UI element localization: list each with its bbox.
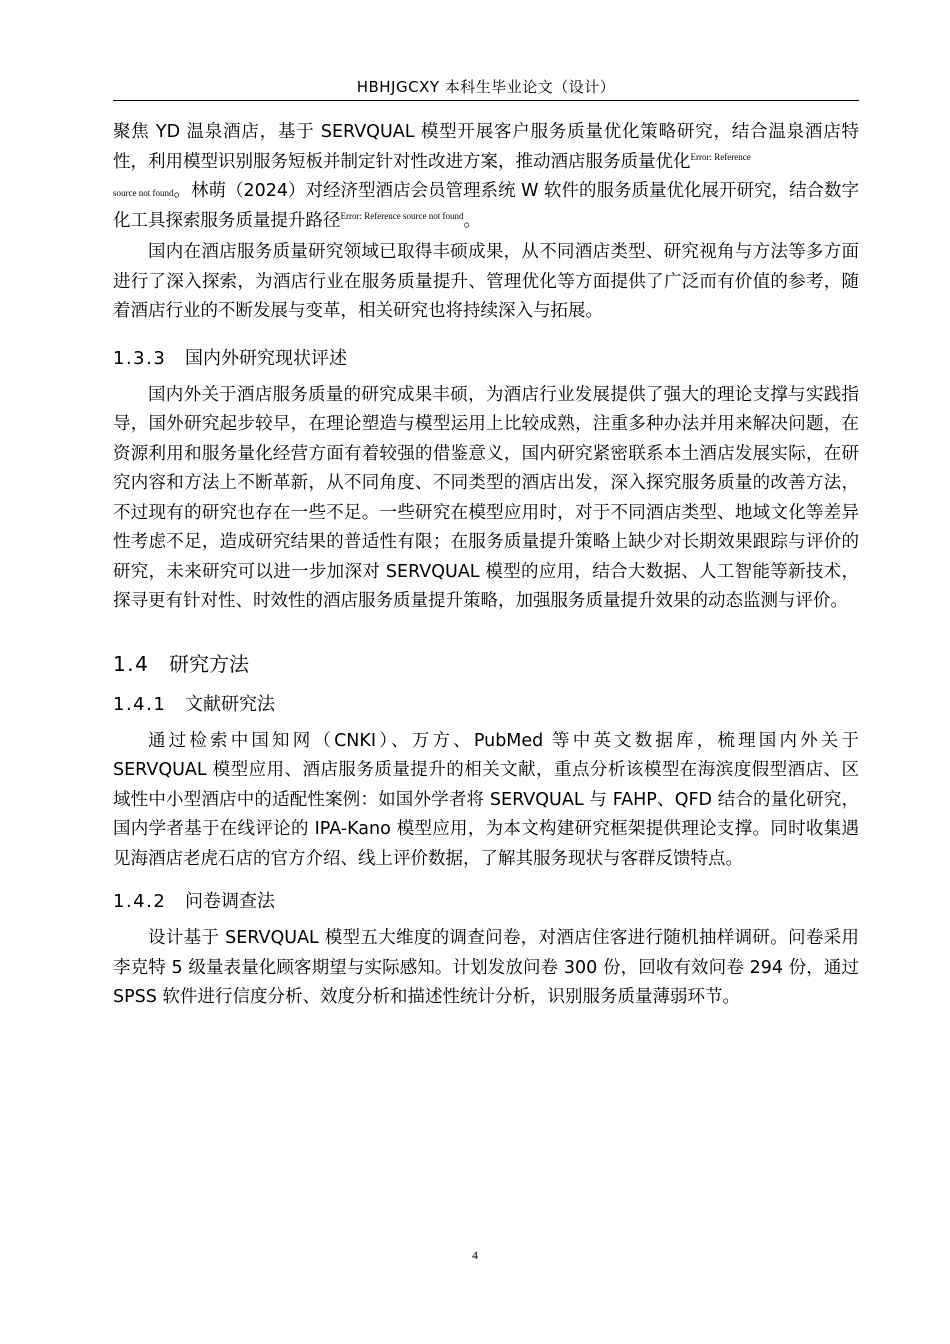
running-header: HBHJGCXY 本科生毕业论文（设计） [356,78,616,96]
paragraph-text: 聚焦 YD 温泉酒店，基于 SERVQUAL 模型开展客户服务质量优化策略研究，结合温泉酒店特性，利用模型识别服务短板并制定针对性改进方案，推动酒店服务质量优化 [113,122,859,172]
paragraph-review: 国内外关于酒店服务质量的研究成果丰硕，为酒店行业发展提供了强大的理论支撑与实践指导，国外研究起步较早，在理论塑造与模型运用上比较成熟，注重多种办法并用来解决问题，在资源利用和服务量化经营方面有着较强的借鉴意义，国内研究紧密联系本土酒店发展实际，在研究内容和方法上不断革新，从不同角度、不同类型的酒店出发，深入探究服务质量的改善方法，不过现有的研究也存在一些不足。一些研究在模型应用时，对于不同酒店类型、地域文化等差异性考虑不足，造成研究结果的普适性有限；在服务质量提升策略上缺少对长期效果跟踪与评价的研究，未来研究可以进一步加深对 SERVQUAL 模型的应用，结合大数据、人工智能等新技术，探寻更有针对性、时效性的酒店服务质量提升策略，加强服务质量提升效果的动态监测与评价。 [113,384,859,611]
citation-error-ref-cont: source not found [113,188,174,198]
citation-error-ref: Error: Reference [690,151,751,162]
paragraph-text: 。林萌（2024）对经济型酒店会员管理系统 W 软件的服务质量优化展开研究，结合数字化工具探索服务质量提升路径 [113,181,859,231]
paragraph-end: 。 [463,210,481,231]
header-rule [113,100,859,101]
section-number: 1.3.3 [113,347,167,369]
section-heading-1-3-3 [113,345,859,373]
section-title: 问卷调查法 [185,891,275,912]
paragraph-survey-method: 设计基于 SERVQUAL 模型五大维度的调查问卷，对酒店住客进行随机抽样调研。问卷采用李克特 5 级量表量化顾客期望与实际感知。计划发放问卷 300 份，回收有效问卷 294 份，通过 SPSS 软件进行信度分析、效度分析和描述性统计分析，识别服务质量薄弱环节。 [113,928,859,1007]
section-title: 研究方法 [169,651,249,676]
section-heading-1-4-1 [113,691,859,719]
section-number: 1.4 [113,651,150,676]
paragraph-domestic-summary: 国内在酒店服务质量研究领域已取得丰硕成果，从不同酒店类型、研究视角与方法等多方面进行了深入探索，为酒店行业在服务质量提升、管理优化等方面提供了广泛而有价值的参考，随着酒店行业的不断发展与变革，相关研究也将持续深入与拓展。 [113,242,859,321]
section-title: 文献研究法 [185,693,275,715]
section-title: 国内外研究现状评述 [185,347,347,369]
section-number: 1.4.2 [113,891,167,912]
paragraph-literature-method: 通过检索中国知网（CNKI）、万方、PubMed 等中英文数据库，梳理国内外关于 SERVQUAL 模型应用、酒店服务质量提升的相关文献，重点分析该模型在海滨度假型酒店、区域性中小型酒店中的适配性案例：如国外学者将 SERVQUAL 与 FAHP、QFD 结合的量化研究，国内学者基于在线评论的 IPA-Kano 模型应用，为本文构建研究框架提供理论支撑。同时收集遇见海酒店老虎石店的官方介绍、线上评价数据，了解其服务现状与客群反馈特点。 [113,730,859,869]
page-number: 4 [472,1248,478,1262]
page-body [113,118,859,1013]
section-heading-1-4-2 [113,888,859,916]
section-heading-1-4 [113,649,859,679]
paragraph-yd-hotel [113,118,859,236]
citation-error-ref: Error: Reference source not found [340,210,464,221]
section-number: 1.4.1 [113,693,167,715]
